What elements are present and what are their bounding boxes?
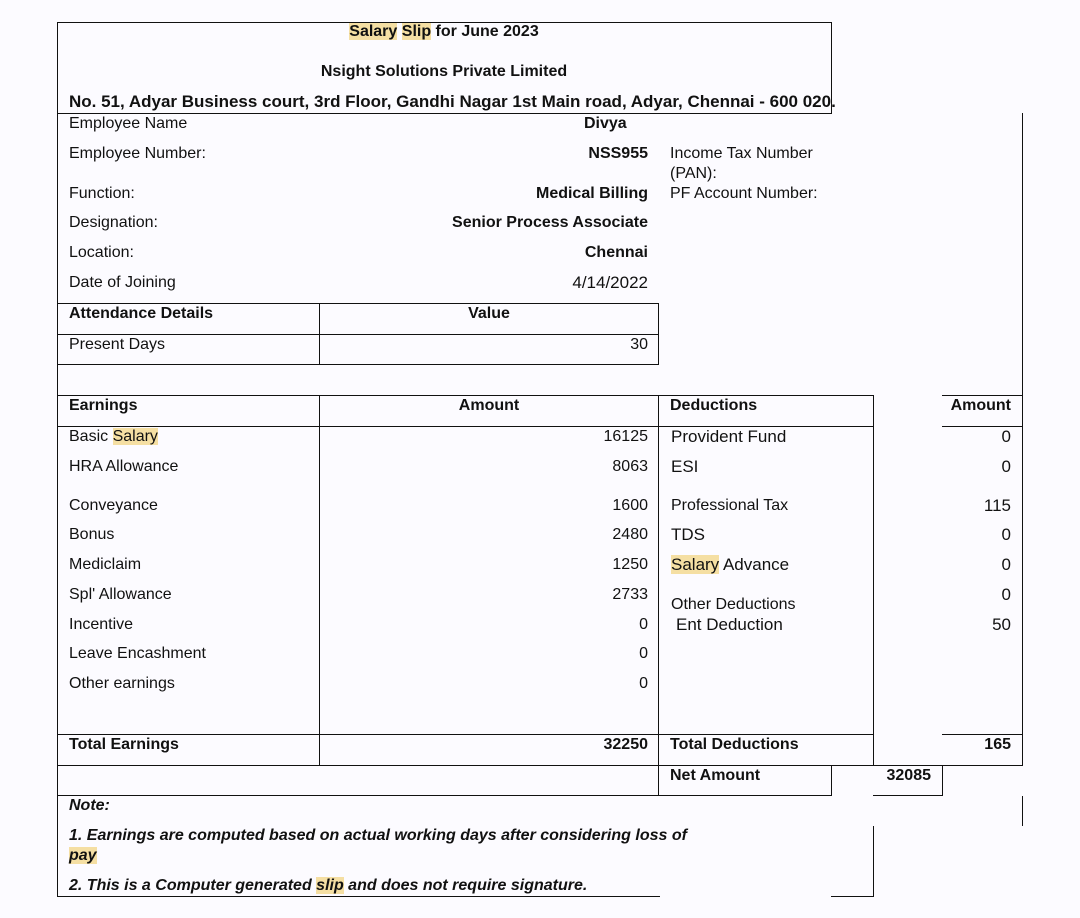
- esi-value: 0: [1001, 457, 1011, 476]
- conveyance-value: 1600: [612, 497, 648, 514]
- total-deductions-value: 165: [984, 736, 1011, 753]
- function-value: Medical Billing: [535, 185, 648, 202]
- total-earnings-value: 32250: [603, 736, 648, 753]
- designation-label: Designation:: [69, 214, 158, 231]
- earnings-header: Earnings: [69, 397, 138, 414]
- salary-advance-highlight: Salary: [671, 555, 720, 574]
- attendance-header-value: Value: [468, 305, 510, 322]
- pan-label-line2: (PAN):: [670, 165, 717, 182]
- tds-label: TDS: [671, 525, 705, 544]
- bonus-label: Bonus: [69, 526, 115, 543]
- leave-encashment-label: Leave Encashment: [69, 645, 206, 662]
- professional-tax-value: 115: [983, 496, 1011, 515]
- ent-deduction-value: 50: [992, 615, 1011, 634]
- esi-label: ESI: [671, 457, 699, 476]
- tds-value: 0: [1001, 525, 1011, 544]
- total-earnings-label: Total Earnings: [69, 736, 179, 753]
- basic-salary-highlight: Salary: [112, 428, 158, 445]
- note-title: Note:: [69, 797, 110, 814]
- incentive-value: 0: [639, 616, 648, 633]
- salary-advance-label: Salary Advance: [671, 555, 790, 574]
- conveyance-label: Conveyance: [69, 497, 158, 514]
- note-line-1-continuation: [69, 846, 97, 866]
- hra-value: 8063: [612, 458, 648, 475]
- attendance-header-label: Attendance Details: [69, 305, 214, 322]
- incentive-label: Incentive: [69, 616, 134, 633]
- leave-encashment-value: 0: [639, 645, 648, 662]
- company-name: Nsight Solutions Private Limited: [320, 63, 568, 80]
- company-address: No. 51, Adyar Business court, 3rd Floor, Gandhi Nagar 1st Main road, Adyar, Chennai - 600 020.: [69, 92, 836, 111]
- present-days-label: Present Days: [69, 336, 166, 353]
- location-value: Chennai: [584, 244, 648, 261]
- title-highlight-salary: Salary: [349, 23, 398, 40]
- basic-salary-value: 16125: [603, 428, 648, 445]
- date-of-joining-label: Date of Joining: [69, 274, 176, 291]
- net-amount-value: 32085: [886, 767, 931, 784]
- other-deductions-label: Other Deductions: [671, 596, 796, 613]
- employee-number-label: Employee Number:: [69, 145, 206, 162]
- function-label: Function:: [69, 185, 135, 202]
- hra-label: HRA Allowance: [69, 458, 179, 475]
- designation-value: Senior Process Associate: [452, 214, 648, 231]
- mediclaim-value: 1250: [612, 556, 648, 573]
- ent-deduction-label: Ent Deduction: [676, 615, 783, 634]
- mediclaim-label: Mediclaim: [69, 556, 142, 573]
- spl-allowance-value: 2733: [612, 586, 648, 603]
- date-of-joining-value: 4/14/2022: [572, 273, 648, 292]
- deductions-amount-header: Amount: [950, 397, 1011, 414]
- salary-advance-value: 0: [1001, 555, 1011, 574]
- provident-fund-label: Provident Fund: [671, 427, 787, 446]
- present-days-value: 30: [630, 336, 648, 353]
- total-deductions-label: Total Deductions: [670, 736, 799, 753]
- deductions-header: Deductions: [670, 397, 758, 414]
- employee-name-value: Divya: [584, 115, 627, 132]
- slip-title: [57, 22, 831, 42]
- note-pay-highlight: pay: [69, 847, 97, 864]
- professional-tax-label: Professional Tax: [671, 497, 789, 514]
- spl-allowance-label: Spl' Allowance: [69, 586, 172, 603]
- net-amount-label: Net Amount: [670, 767, 761, 784]
- provident-fund-value: 0: [1001, 427, 1011, 446]
- note-slip-highlight: slip: [316, 877, 344, 894]
- location-label: Location:: [69, 244, 134, 261]
- note-line-1: 1. Earnings are computed based on actual working days after considering loss of: [69, 827, 687, 844]
- title-period: for June 2023: [431, 23, 539, 40]
- other-deductions-value: 0: [1001, 585, 1011, 604]
- employee-number-value: NSS955: [588, 145, 648, 162]
- bonus-value: 2480: [612, 526, 648, 543]
- employee-name-label: Employee Name: [69, 115, 188, 132]
- pf-account-label: PF Account Number:: [670, 185, 818, 202]
- title-highlight-slip: Slip: [401, 23, 432, 40]
- earnings-amount-header: Amount: [458, 397, 520, 414]
- other-earnings-label: Other earnings: [69, 675, 175, 692]
- other-earnings-value: 0: [639, 675, 648, 692]
- basic-salary-label: Basic Salary: [69, 428, 158, 445]
- pan-label-line1: Income Tax Number: [670, 145, 813, 162]
- note-line-2: 2. This is a Computer generated slip and does not require signature.: [69, 877, 588, 894]
